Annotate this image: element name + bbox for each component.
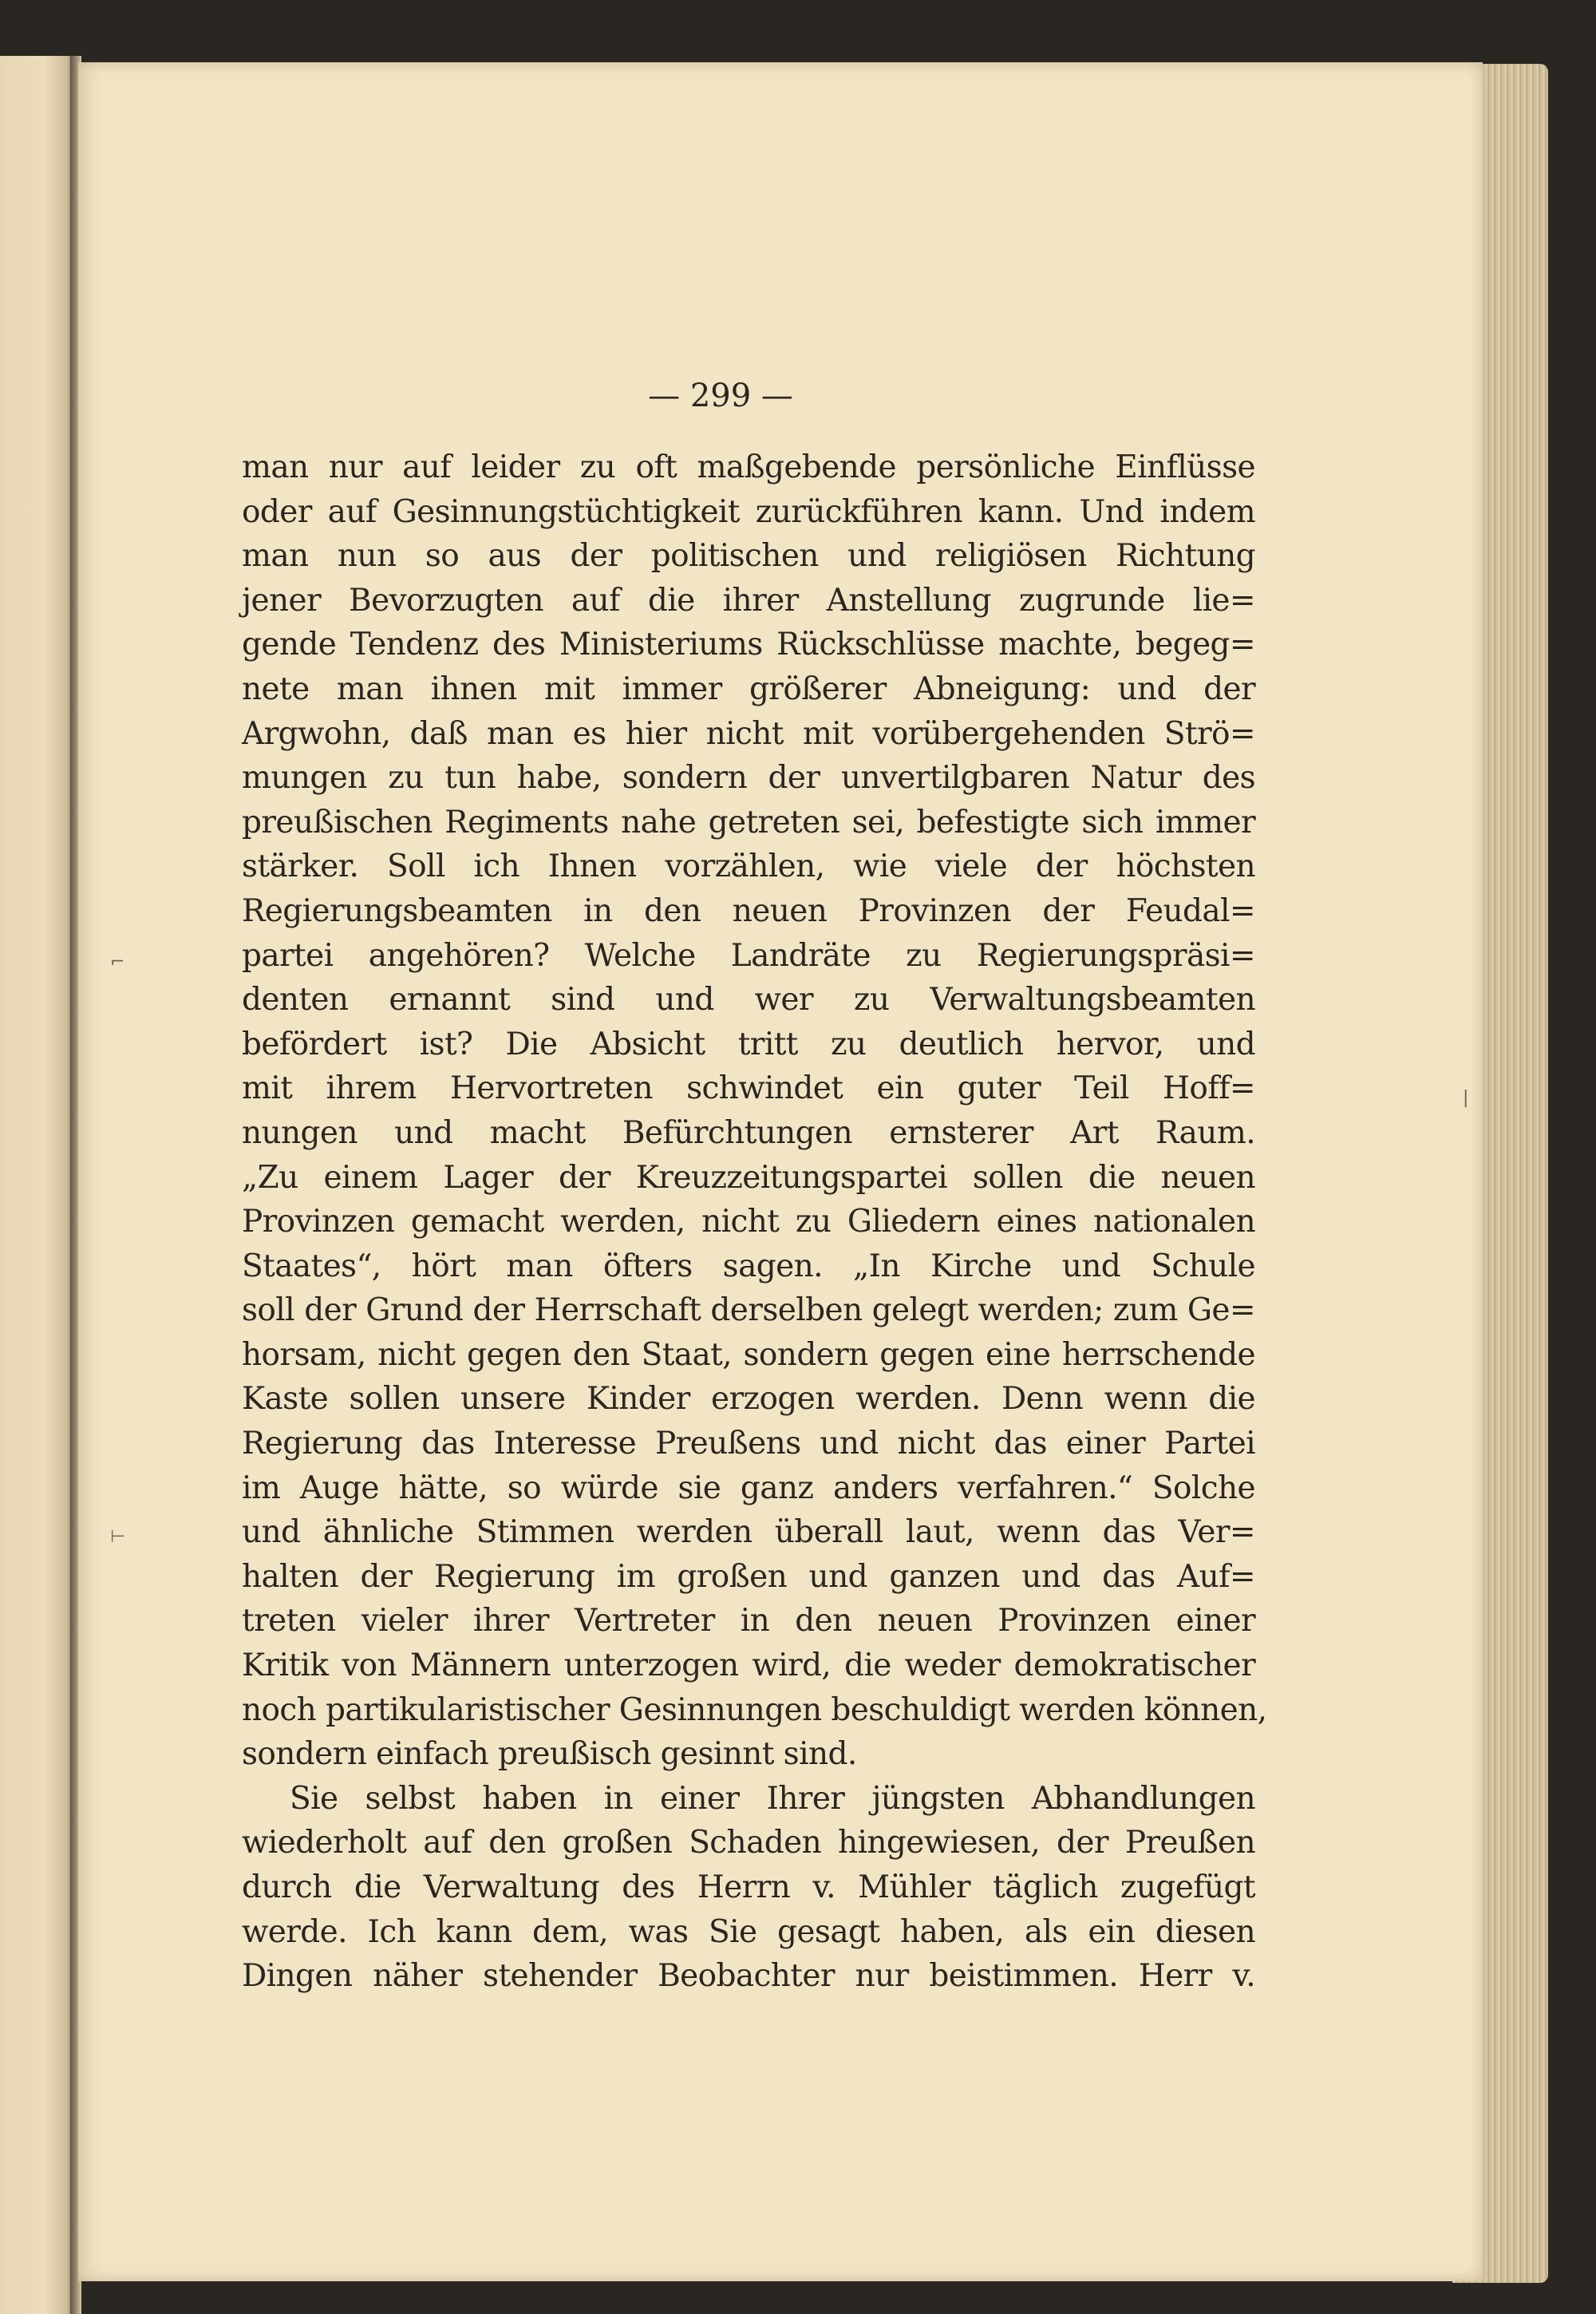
text-line: soll der Grund der Herrschaft derselben gelegt werden; zum Ge= — [242, 1292, 1255, 1329]
text-line: halten der Regierung im großen und ganzen und das Auf= — [242, 1558, 1255, 1595]
text-line: Kritik von Männern unterzogen wird, die weder demokratischer — [242, 1647, 1255, 1684]
text-line: „Zu einem Lager der Kreuzzeitungspartei sollen die neuen — [242, 1159, 1255, 1196]
text-line: Sie selbst haben in einer Ihrer jüngsten Abhandlungen — [290, 1780, 1255, 1817]
text-line: denten ernannt sind und wer zu Verwaltungsbeamten — [242, 982, 1255, 1019]
text-line: partei angehören? Welche Landräte zu Regierungspräsi= — [242, 937, 1255, 974]
text-line: preußischen Regiments nahe getreten sei, befestigte sich immer — [242, 804, 1255, 841]
text-line: nungen und macht Befürchtungen ernsterer Art Raum. — [242, 1114, 1255, 1151]
text-line: Regierung das Interesse Preußens und nicht das einer Partei — [242, 1426, 1255, 1462]
paragraph-2 — [242, 1777, 1255, 1999]
text-line: mungen zu tun habe, sondern der unvertilgbaren Natur des — [242, 760, 1255, 797]
text-line: nete man ihnen mit immer größerer Abneigung: und der — [242, 670, 1255, 707]
book-page — [78, 62, 1483, 2281]
body-text — [242, 445, 1267, 1999]
text-line: befördert ist? Die Absicht tritt zu deutlich hervor, und — [242, 1026, 1255, 1062]
text-line: man nur auf leider zu oft maßgebende persönliche Einflüsse — [242, 449, 1255, 485]
margin-tick: ⊢ — [110, 1527, 126, 1547]
text-line: durch die Verwaltung des Herrn v. Mühler täglich zugefügt — [242, 1869, 1255, 1905]
text-line: Regierungsbeamten in den neuen Provinzen der Feudal= — [242, 892, 1255, 929]
left-page-edge — [0, 56, 73, 2314]
text-line: horsam, nicht gegen den Staat, sondern gegen eine herrschende — [242, 1336, 1255, 1373]
text-line: im Auge hätte, so würde sie ganz anders verfahren.“ Solche — [242, 1469, 1255, 1506]
text-line: mit ihrem Hervortreten schwindet ein guter Teil Hoff= — [242, 1070, 1255, 1107]
margin-tick: | — [1463, 1088, 1469, 1108]
text-line: Argwohn, daß man es hier nicht mit vorübergehenden Strö= — [242, 715, 1255, 752]
text-line: und ähnliche Stimmen werden überall laut, wenn das Ver= — [242, 1514, 1255, 1551]
text-line: sondern einfach preußisch gesinnt sind. — [242, 1736, 857, 1773]
text-line: Provinzen gemacht werden, nicht zu Gliedern eines nationalen — [242, 1204, 1255, 1240]
paragraph-1 — [242, 445, 1267, 1777]
text-line: gende Tendenz des Ministeriums Rückschlüsse machte, begeg= — [242, 627, 1255, 663]
margin-tick: ⌐ — [110, 952, 125, 972]
text-line: treten vieler ihrer Vertreter in den neuen Provinzen einer — [242, 1603, 1255, 1640]
text-line: Kaste sollen unsere Kinder erzogen werden. Denn wenn die — [242, 1381, 1255, 1418]
text-line: stärker. Soll ich Ihnen vorzählen, wie viele der höchsten — [242, 848, 1255, 885]
text-line: man nun so aus der politischen und religiösen Richtung — [242, 538, 1255, 575]
text-line: Staates“, hört man öfters sagen. „In Kirche und Schule — [242, 1248, 1255, 1284]
page-number: — 299 — — [648, 378, 793, 414]
text-line: wiederholt auf den großen Schaden hingewiesen, der Preußen — [242, 1825, 1255, 1861]
text-line: noch partikularistischer Gesinnungen beschuldigt werden können, — [242, 1691, 1267, 1728]
text-line: Dingen näher stehender Beobachter nur beistimmen. Herr v. — [242, 1958, 1255, 1995]
text-line: jener Bevorzugten auf die ihrer Anstellung zugrunde lie= — [242, 582, 1255, 619]
text-line: oder auf Gesinnungstüchtigkeit zurückführen kann. Und indem — [242, 493, 1255, 530]
text-line: werde. Ich kann dem, was Sie gesagt haben, als ein diesen — [242, 1913, 1255, 1950]
